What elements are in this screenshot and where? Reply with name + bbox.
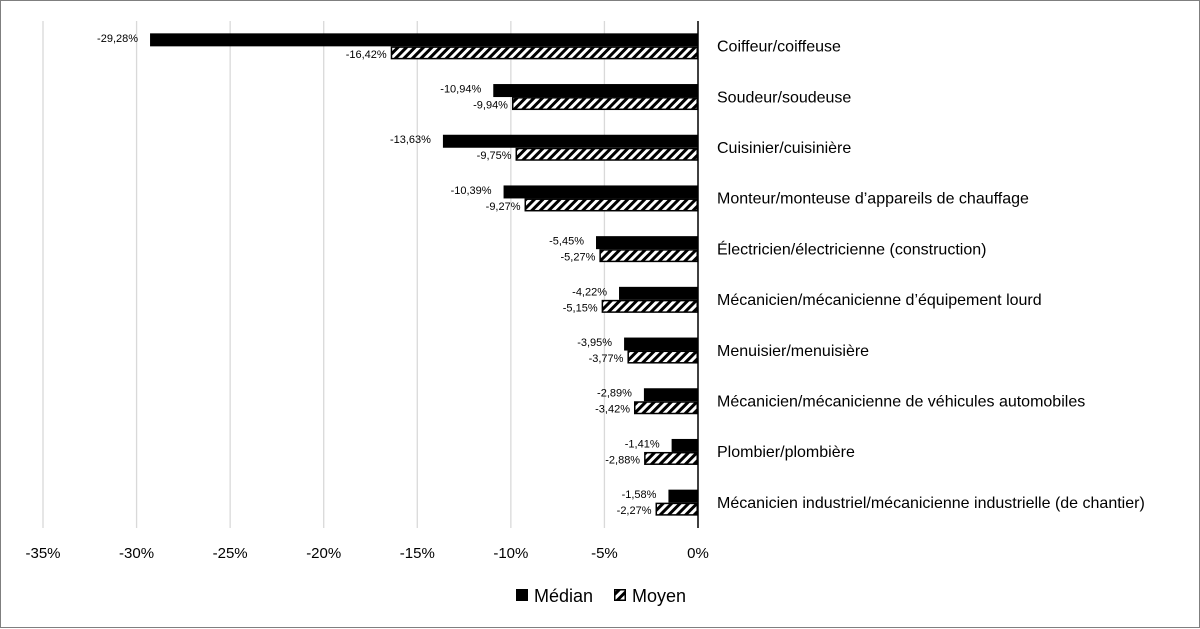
x-tick-label: -25% (212, 545, 248, 562)
bar-mean (525, 199, 697, 211)
x-tick-label: -30% (119, 545, 155, 562)
bar-median (624, 338, 698, 351)
data-label-median: -3,95% (577, 336, 613, 349)
category-label: Mécanicien/mécanicienne d’équipement lourd (717, 292, 1042, 310)
x-tick-label: -5% (591, 545, 618, 562)
data-label-mean: -9,75% (476, 150, 512, 163)
data-label-median: -13,63% (389, 134, 431, 147)
data-label-median: -10,39% (450, 184, 492, 197)
category-label: Monteur/monteuse d’appareils de chauffage (717, 190, 1029, 208)
data-label-median: -4,22% (572, 286, 608, 299)
legend-label-median: Médian (534, 585, 594, 606)
legend-label-mean: Moyen (632, 585, 687, 606)
x-tick-label: -15% (399, 545, 435, 562)
data-label-mean: -3,77% (588, 352, 624, 365)
data-label-median: -2,89% (597, 387, 632, 400)
data-label-mean: -3,42% (595, 403, 630, 416)
category-label: Mécanicien/mécanicienne de véhicules automobiles (717, 393, 1086, 411)
bar-median (672, 439, 698, 452)
bar-mean (391, 47, 697, 59)
bar-median (619, 287, 698, 300)
bar-mean (645, 453, 697, 465)
category-label: Mécanicien industriel/mécanicienne industrielle (de chantier) (717, 494, 1145, 512)
bar-median (493, 84, 698, 97)
legend-swatch-median (516, 589, 528, 601)
data-label-mean: -2,88% (605, 454, 641, 467)
bar-mean (516, 149, 697, 161)
category-label: Soudeur/soudeuse (717, 89, 852, 107)
bar-median (644, 388, 698, 401)
bar-median (668, 490, 698, 503)
x-tick-label: -35% (25, 545, 61, 562)
x-tick-label: -10% (493, 545, 529, 562)
data-label-median: -5,45% (549, 235, 585, 248)
bar-mean (628, 351, 697, 363)
category-label: Cuisinier/cuisinière (717, 139, 852, 157)
category-label: Électricien/électricienne (construction) (717, 241, 987, 259)
data-label-mean: -9,94% (473, 99, 508, 112)
bar-median (596, 236, 698, 249)
bar-median (504, 185, 698, 198)
bar-mean (513, 98, 698, 110)
category-label: Menuisier/menuisière (717, 342, 870, 360)
bar-mean (656, 503, 697, 515)
category-label: Plombier/plombière (717, 444, 855, 462)
data-label-mean: -16,42% (345, 48, 387, 61)
data-label-mean: -5,15% (562, 302, 598, 315)
category-label: Coiffeur/coiffeuse (717, 38, 841, 56)
bar-mean (602, 301, 697, 313)
data-label-median: -10,94% (440, 83, 482, 96)
legend (516, 586, 686, 606)
data-label-median: -1,58% (621, 489, 657, 502)
bar-median (443, 135, 698, 148)
data-label-median: -29,28% (97, 32, 139, 45)
bar-mean (600, 250, 697, 262)
bar-chart (1, 1, 1200, 629)
legend-swatch-mean (615, 590, 626, 601)
x-tick-label: -20% (306, 545, 342, 562)
bar-median (150, 33, 698, 46)
data-label-mean: -9,27% (485, 200, 521, 213)
bars (150, 33, 698, 518)
bar-mean (635, 402, 698, 414)
data-label-mean: -2,27% (616, 505, 652, 518)
x-tick-label: 0% (687, 545, 709, 562)
data-label-mean: -5,27% (560, 251, 596, 264)
data-label-median: -1,41% (624, 438, 660, 451)
